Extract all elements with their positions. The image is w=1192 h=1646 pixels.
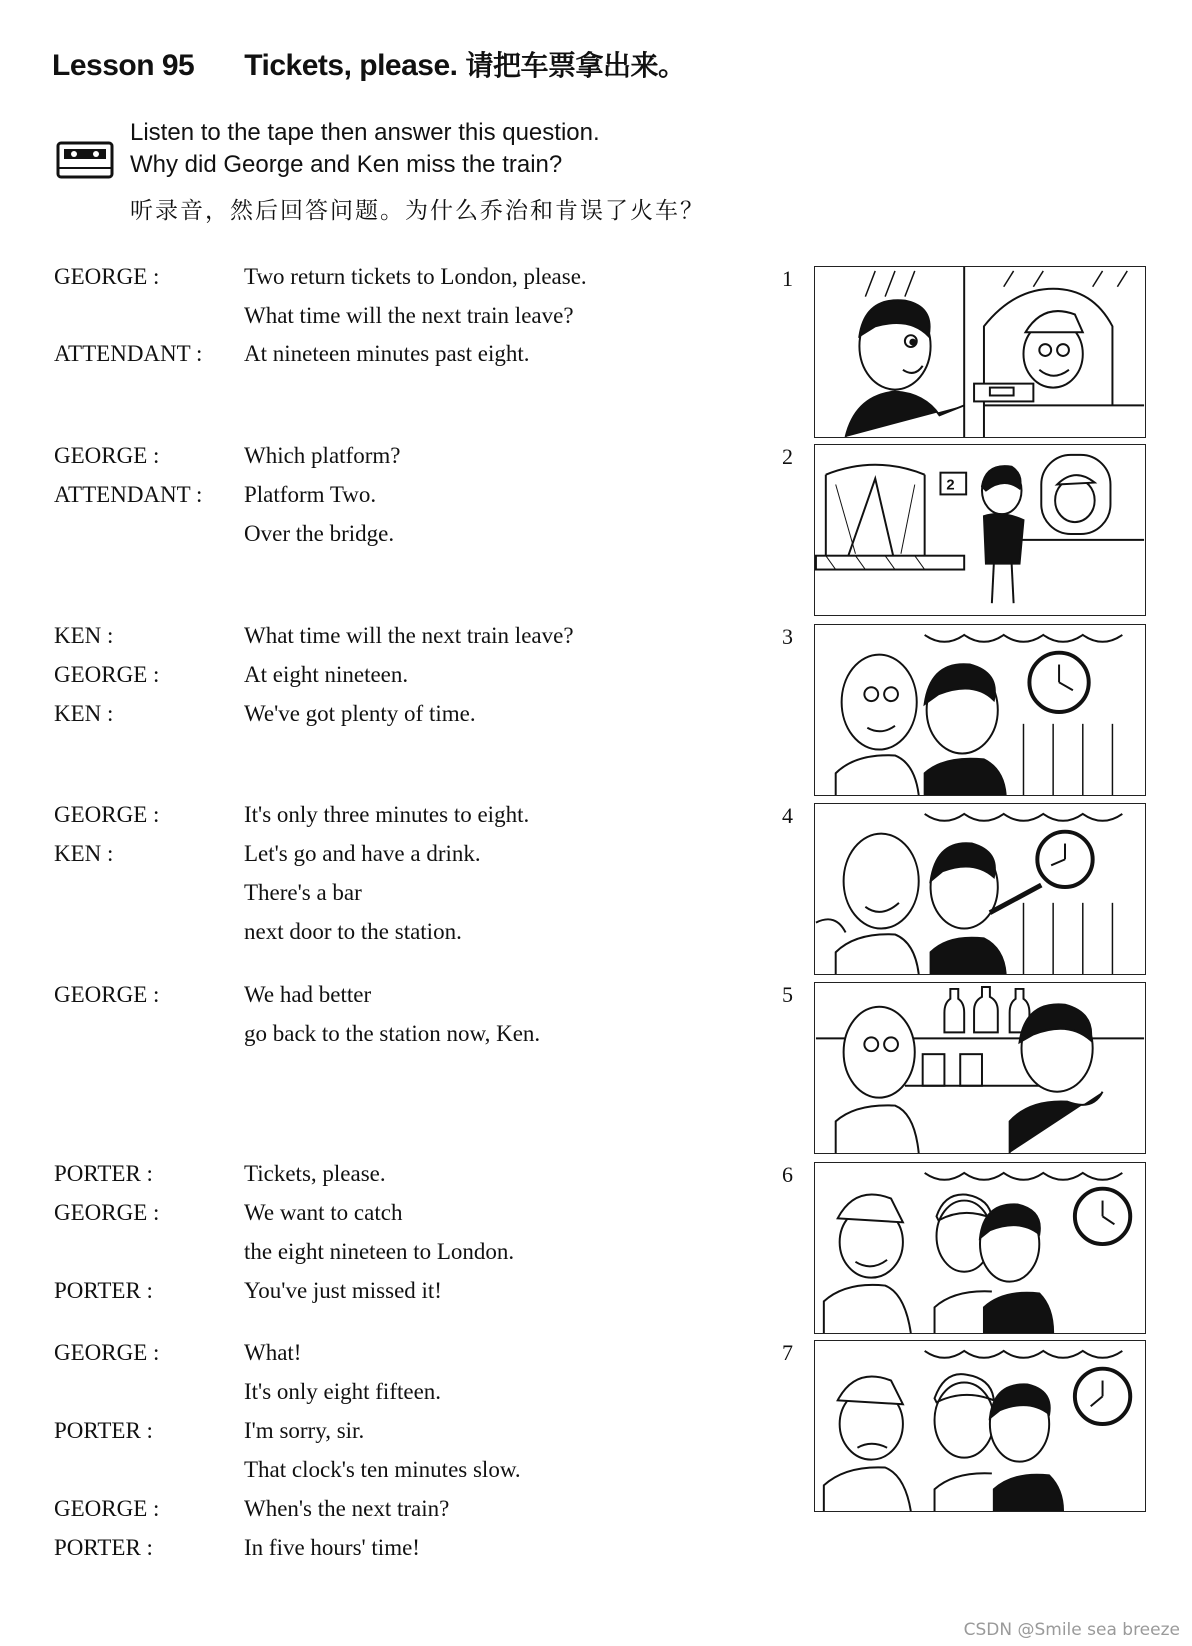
dialogue-line: What! bbox=[244, 1340, 302, 1365]
comic-panel-5 bbox=[814, 982, 1146, 1154]
comic-panel-4 bbox=[814, 803, 1146, 975]
dialogue-line: We've got plenty of time. bbox=[244, 701, 476, 726]
lesson-title-en: Tickets, please. bbox=[244, 49, 458, 82]
platform-sign: 2 bbox=[946, 477, 955, 494]
speaker-label: PORTER : bbox=[54, 1535, 153, 1560]
panel-number: 3 bbox=[782, 624, 793, 649]
panel-number: 1 bbox=[782, 266, 793, 291]
speaker-label: GEORGE : bbox=[54, 802, 160, 827]
comic-panel-2 bbox=[814, 444, 1146, 616]
dialogue-line: What time will the next train leave? bbox=[244, 623, 574, 648]
speaker-label: PORTER : bbox=[54, 1161, 153, 1186]
lesson-title bbox=[52, 44, 686, 84]
dialogue-line: I'm sorry, sir. bbox=[244, 1418, 365, 1443]
speaker-label: GEORGE : bbox=[54, 982, 160, 1007]
panel-number: 4 bbox=[782, 803, 793, 828]
dialogue-line: That clock's ten minutes slow. bbox=[244, 1457, 521, 1482]
speaker-label: KEN : bbox=[54, 701, 114, 726]
panel-number: 5 bbox=[782, 982, 793, 1007]
instruction-chinese: 听录音，然后回答问题。为什么乔治和肯误了火车？ bbox=[130, 198, 705, 224]
panel-number: 6 bbox=[782, 1162, 793, 1187]
speaker-label: ATTENDANT : bbox=[54, 482, 203, 507]
dialogue-line: There's a bar bbox=[244, 880, 362, 905]
speaker-label: PORTER : bbox=[54, 1278, 153, 1303]
speaker-label: GEORGE : bbox=[54, 264, 160, 289]
lesson-number: Lesson 95 bbox=[52, 49, 195, 82]
comic-panel-6 bbox=[814, 1162, 1146, 1334]
speaker-label: GEORGE : bbox=[54, 662, 160, 687]
speaker-label: GEORGE : bbox=[54, 1340, 160, 1365]
dialogue-line: Tickets, please. bbox=[244, 1161, 386, 1186]
dialogue-line: At nineteen minutes past eight. bbox=[244, 341, 530, 366]
dialogue-line: go back to the station now, Ken. bbox=[244, 1021, 541, 1046]
speaker-label: GEORGE : bbox=[54, 1200, 160, 1225]
dialogue-line: Platform Two. bbox=[244, 482, 377, 507]
panel-number: 2 bbox=[782, 444, 793, 469]
dialogue-line: You've just missed it! bbox=[244, 1278, 442, 1303]
speaker-label: KEN : bbox=[54, 623, 114, 648]
dialogue-line: the eight nineteen to London. bbox=[244, 1239, 515, 1264]
dialogue-line: It's only three minutes to eight. bbox=[244, 802, 530, 827]
dialogue-line: In five hours' time! bbox=[244, 1535, 420, 1560]
dialogue-line: We want to catch bbox=[244, 1200, 403, 1225]
comic-panel-1 bbox=[814, 266, 1146, 438]
instruction-line-1: Listen to the tape then answer this question. bbox=[130, 119, 600, 146]
dialogue-line: Let's go and have a drink. bbox=[244, 841, 481, 866]
watermark: CSDN @Smile sea breeze bbox=[963, 1620, 1180, 1640]
dialogue-line: Which platform? bbox=[244, 443, 401, 468]
lesson-title-cn: 请把车票拿出来。 bbox=[465, 49, 686, 82]
speaker-label: ATTENDANT : bbox=[54, 341, 203, 366]
dialogue-line: It's only eight fifteen. bbox=[244, 1379, 442, 1404]
dialogue-line: Two return tickets to London, please. bbox=[244, 264, 587, 289]
speaker-label: KEN : bbox=[54, 841, 114, 866]
speaker-label: GEORGE : bbox=[54, 1496, 160, 1521]
dialogue-line: Over the bridge. bbox=[244, 521, 395, 546]
instruction-question: Why did George and Ken miss the train? bbox=[130, 151, 563, 178]
dialogue-line: next door to the station. bbox=[244, 919, 462, 944]
comic-panel-7 bbox=[814, 1340, 1146, 1512]
cassette-tape-icon bbox=[56, 140, 114, 180]
panel-number: 7 bbox=[782, 1340, 793, 1365]
dialogue-line: At eight nineteen. bbox=[244, 662, 409, 687]
dialogue-line: We had better bbox=[244, 982, 372, 1007]
speaker-label: GEORGE : bbox=[54, 443, 160, 468]
speaker-label: PORTER : bbox=[54, 1418, 153, 1443]
dialogue-line: When's the next train? bbox=[244, 1496, 450, 1521]
comic-panel-3 bbox=[814, 624, 1146, 796]
dialogue-line: What time will the next train leave? bbox=[244, 303, 574, 328]
